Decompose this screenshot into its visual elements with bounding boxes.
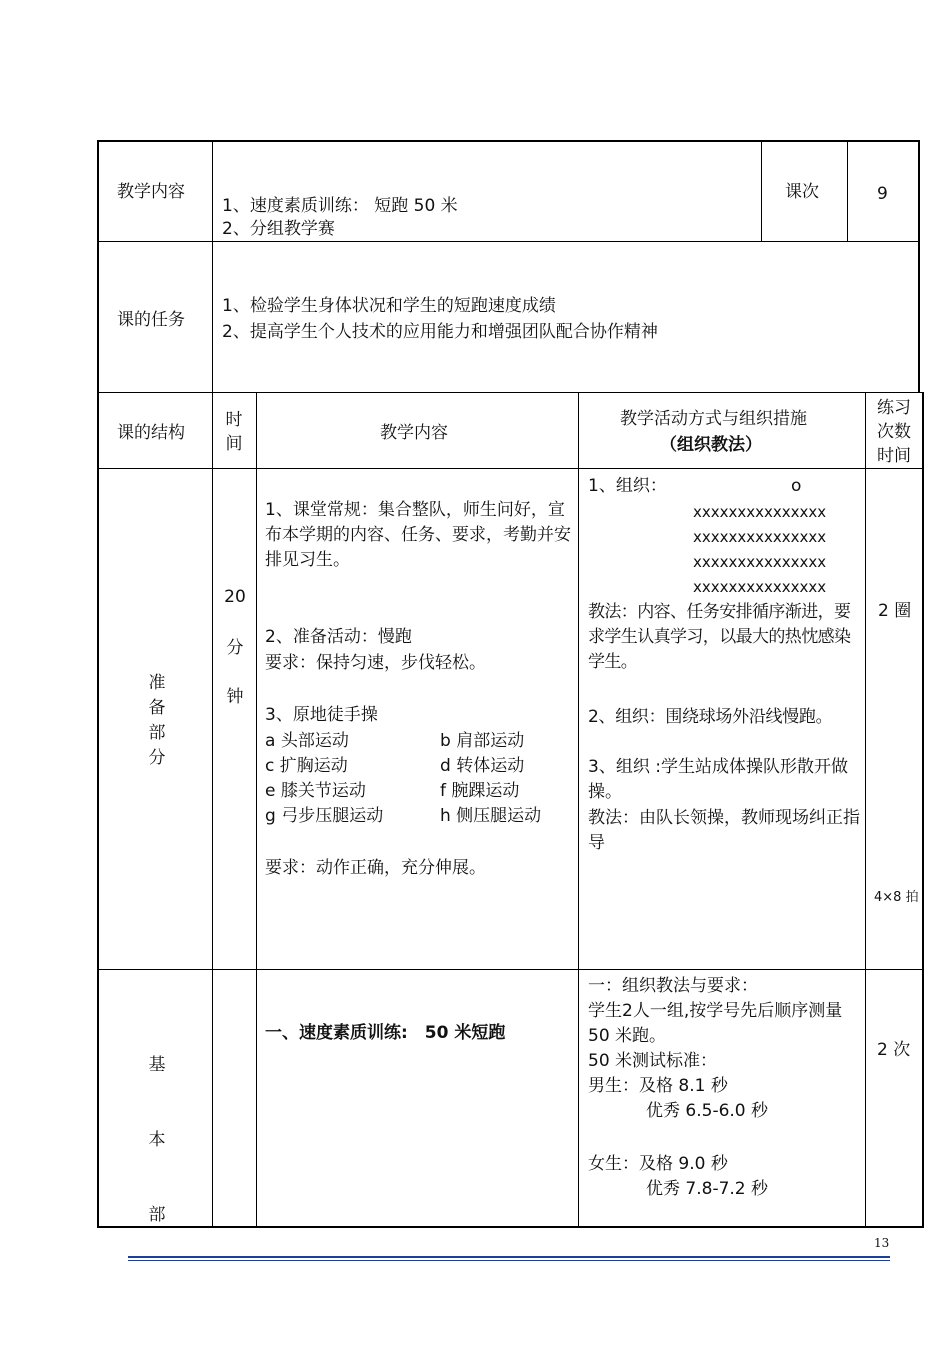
row-label-content: 教学内容 (117, 182, 185, 202)
header-time-char: 间 (225, 434, 243, 454)
footer-rule (128, 1260, 890, 1261)
prep-label-char: 分 (148, 748, 166, 768)
prep-content-item-3: 3、原地徒手操 (265, 705, 378, 725)
header-practice: 次数 (877, 422, 911, 442)
prep-label-char: 备 (148, 698, 166, 718)
exercise-item: e 膝关节运动 (265, 781, 366, 801)
main-label-char: 部 (148, 1205, 166, 1225)
female-excellent-standard: 优秀 7.8-7.2 秒 (646, 1179, 769, 1199)
page-number: 13 (874, 1236, 890, 1250)
formation-row: xxxxxxxxxxxxxxx (693, 578, 827, 596)
male-pass-standard: 男生：及格 8.1 秒 (588, 1076, 728, 1096)
task-item-2: 2、提高学生个人技术的应用能力和增强团队配合协作精神 (222, 322, 658, 342)
main-standard-label: 50 米测试标准： (588, 1051, 718, 1071)
exercise-item: d 转体运动 (440, 756, 525, 776)
formation-row: xxxxxxxxxxxxxxx (693, 503, 827, 521)
prep-time-char: 20 (224, 587, 246, 607)
exercise-item: c 扩胸运动 (265, 756, 348, 776)
exercise-item: f 腕踝运动 (440, 781, 520, 801)
prep-label-char: 部 (148, 723, 166, 743)
prep-content-item-2-req: 要求：保持匀速，步伐轻松。 (265, 653, 486, 673)
exercise-item: a 头部运动 (265, 731, 349, 751)
lesson-count-label: 课次 (785, 182, 819, 202)
header-structure: 课的结构 (117, 423, 185, 443)
header-practice: 时间 (877, 446, 911, 466)
main-label-char: 基 (148, 1055, 166, 1075)
main-label-char: 本 (148, 1130, 166, 1150)
prep-teaching-method-3: 教法：由队长领操，教师现场纠正指导 (588, 808, 860, 853)
footer-rule (128, 1256, 890, 1258)
prep-org-3: 3、组织 :学生站成体操队形散开做操。 (588, 757, 848, 802)
teacher-position-mark: o (791, 476, 802, 496)
prep-org-2: 2、组织：围绕球场外沿线慢跑。 (588, 707, 833, 727)
header-time-char: 时 (225, 410, 243, 430)
prep-requirement: 要求：动作正确，充分伸展。 (265, 858, 486, 878)
header-method-sub: （组织教法） (660, 435, 762, 455)
female-pass-standard: 女生：及格 9.0 秒 (588, 1154, 728, 1174)
prep-content-item-1: 1、课堂常规：集合整队，师生问好，宣布本学期的内容、任务、要求，考勤并安排见习生。 (265, 500, 571, 570)
task-item-1: 1、检验学生身体状况和学生的短跑速度成绩 (222, 296, 556, 316)
header-practice: 练习 (877, 398, 911, 418)
prep-teaching-method-1: 教法：内容、任务安排循序渐进，要求学生认真学习，以最大的热忱感染学生。 (588, 602, 851, 672)
row-label-tasks: 课的任务 (117, 310, 185, 330)
content-item-1: 1、速度素质训练： 短跑 50 米 (222, 196, 458, 216)
header-content: 教学内容 (380, 423, 448, 443)
exercise-item: g 弓步压腿运动 (265, 806, 384, 826)
content-item-2: 2、分组教学赛 (222, 219, 335, 239)
main-practice-count: 2 次 (877, 1040, 911, 1060)
prep-practice-laps: 2 圈 (878, 601, 912, 621)
prep-practice-beats: 4×8 拍 (874, 890, 919, 905)
lesson-count-value: 9 (877, 184, 888, 204)
prep-content-item-2: 2、准备活动：慢跑 (265, 627, 412, 647)
main-content-title: 一、速度素质训练: 50 米短跑 (265, 1023, 506, 1043)
prep-time-char: 钟 (226, 687, 244, 707)
prep-label-char: 准 (148, 673, 166, 693)
formation-row: xxxxxxxxxxxxxxx (693, 553, 827, 571)
main-method-desc: 学生2人一组,按学号先后顺序测量 50 米跑。 (588, 1001, 843, 1046)
header-method: 教学活动方式与组织措施 (620, 409, 807, 429)
formation-row: xxxxxxxxxxxxxxx (693, 528, 827, 546)
prep-time-char: 分 (226, 638, 244, 658)
exercise-item: b 肩部运动 (440, 731, 525, 751)
prep-org-1: 1、组织： (588, 476, 667, 496)
male-excellent-standard: 优秀 6.5-6.0 秒 (646, 1101, 769, 1121)
main-method-head: 一：组织教法与要求： (588, 976, 758, 996)
exercise-item: h 侧压腿运动 (440, 806, 542, 826)
